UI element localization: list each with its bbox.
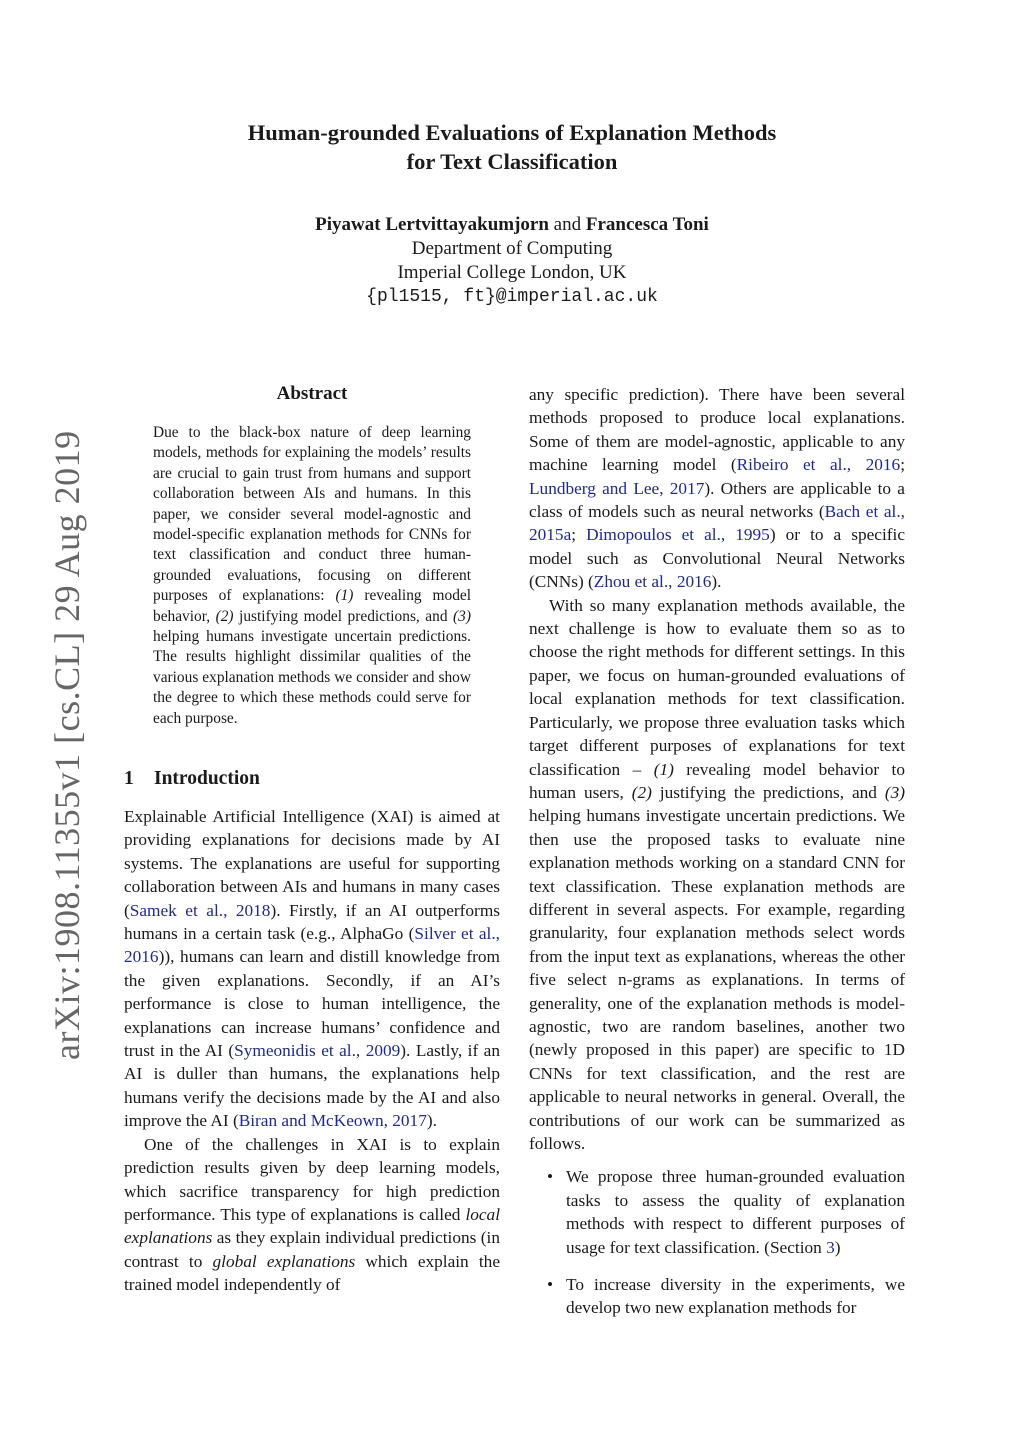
- citation-link[interactable]: Bach et al., 2015a: [529, 502, 905, 545]
- abstract-heading: Abstract: [276, 383, 348, 404]
- title-line-1: Human-grounded Evaluations of Explanation Methods: [247, 120, 777, 145]
- paper-title: [0, 118, 1024, 176]
- section-title: Introduction: [154, 768, 260, 789]
- author-block: [0, 213, 1024, 309]
- paragraph: Explainable Artificial Intelligence (XAI) is aimed at providing explanations for decisions made by AI systems. The explanations are useful for supporting collaboration between AIs and humans in many cases (Samek et al., 2018). Firstly, if an AI outperforms humans in a certain task (e.g., AlphaGo (Silver et al., 2016)), humans can learn and distill knowledge from the given explanations. Secondly, if an AI’s performance is close to human intelligence, the explanations can increase humans’ confidence and trust in the AI (Symeonidis et al., 2009). Lastly, if an AI is duller than humans, the explanations help humans verify the decisions made by the AI and also improve the AI (Biran and McKeown, 2017).: [124, 807, 501, 1131]
- paragraph: One of the challenges in XAI is to explain prediction results given by deep learning models, which sacrifice transparency for high prediction performance. This type of explanations is called local explanations as they explain individual predictions (in contrast to global explanations which explain the trained model independently of: [124, 1134, 500, 1295]
- right-column: [529, 383, 905, 1334]
- citation-link[interactable]: Silver et al., 2016: [124, 924, 501, 967]
- citation-link[interactable]: Zhou et al., 2016: [593, 572, 712, 592]
- bullet-icon: •: [547, 1275, 554, 1295]
- left-column: [124, 805, 500, 1297]
- citation-link[interactable]: Samek et al., 2018: [129, 900, 271, 920]
- section-ref-link[interactable]: 3: [826, 1237, 835, 1257]
- bullet-icon: •: [547, 1167, 554, 1187]
- section-number: 1: [124, 768, 134, 789]
- section-heading: [124, 768, 260, 790]
- author-name: Piyawat Lertvittayakumjorn: [315, 214, 549, 235]
- list-item: • To increase diversity in the experiments, we develop two new explanation methods for: [547, 1275, 905, 1318]
- abstract-text: Due to the black-box nature of deep learning models, methods for explaining the models’ results are crucial to gain trust from humans and support collaboration between AIs and humans. In this paper, we consider several model-agnostic and model-specific explanation methods for CNNs for text classification and conduct three human-grounded evaluations, focusing on different purposes of explanations: (1) revealing model behavior, (2) justifying model predictions, and (3) helping humans investigate uncertain predictions. The results highlight dissimilar qualities of the various explanation methods we consider and show the degree to which these methods could serve for each purpose.: [153, 424, 471, 727]
- list-item: • We propose three human-grounded evaluation tasks to assess the quality of explanation methods with respect to different purposes of usage for text classification. (Section 3): [547, 1167, 905, 1257]
- citation-link[interactable]: Lundberg and Lee, 2017: [529, 478, 705, 498]
- contribution-list: [529, 1165, 905, 1319]
- author-name: Francesca Toni: [585, 214, 709, 235]
- author-email: {pl1515, ft}@imperial.ac.uk: [366, 287, 658, 307]
- citation-link[interactable]: Symeonidis et al., 2009: [234, 1041, 401, 1061]
- author-institution: Imperial College London, UK: [397, 262, 627, 283]
- author-conjunction: and: [553, 214, 582, 235]
- citation-link[interactable]: Ribeiro et al., 2016: [736, 455, 901, 475]
- paragraph: With so many explanation methods available, the next challenge is how to evaluate them so as to choose the right methods for different settings. In this paper, we focus on human-grounded evaluations of local explanation methods for text classification. Particularly, we propose three evaluation tasks which target different purposes of explanations for text classification – (1) revealing model behavior to human users, (2) justifying the predictions, and (3) helping humans investigate uncertain predictions. We then use the proposed tasks to evaluate nine explanation methods working on a standard CNN for text classification. These explanation methods are different in several aspects. For example, regarding granularity, four explanation methods select words from the input text as explanations, whereas the other five select n-grams as explanations. In terms of generality, one of the explanation methods is model-agnostic, two are random baselines, another two (newly proposed in this paper) are specific to 1D CNNs for text classification, and the rest are applicable to neural networks in general. Overall, the contributions of our work can be summarized as follows.: [529, 595, 905, 1153]
- citation-link[interactable]: Dimopoulos et al., 1995: [586, 525, 770, 545]
- arxiv-identifier: arXiv:1908.11355v1 [cs.CL] 29 Aug 2019: [47, 430, 87, 1060]
- citation-link[interactable]: Biran and McKeown, 2017: [238, 1111, 427, 1131]
- paragraph: any specific prediction). There have been several methods proposed to produce local explanations. Some of them are model-agnostic, applicable to any machine learning model (Ribeiro et al., 2016; Lundberg and Lee, 2017). Others are applicable to a class of models such as neural networks (Bach et al., 2015a; Dimopoulos et al., 1995) or to a specific model such as Convolutional Neural Networks (CNNs) (Zhou et al., 2016).: [529, 385, 906, 592]
- title-line-2: for Text Classification: [406, 149, 618, 174]
- author-department: Department of Computing: [411, 238, 613, 259]
